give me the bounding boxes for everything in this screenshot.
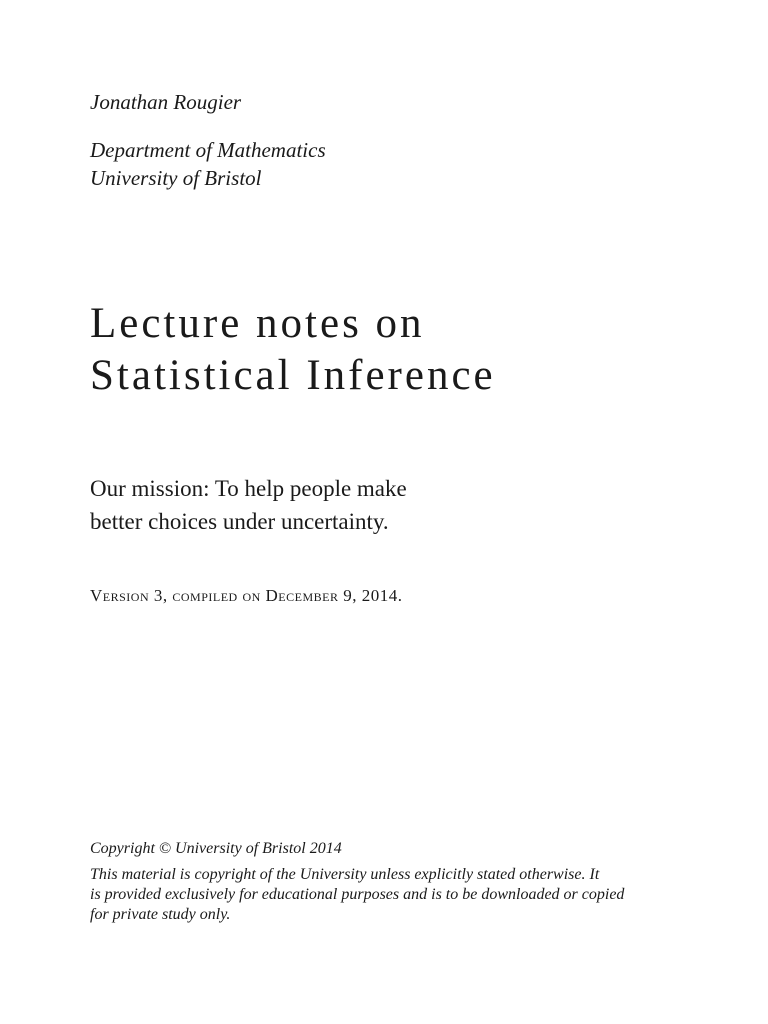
copyright-notice <box>90 865 700 925</box>
mission-statement <box>90 472 407 538</box>
document-title <box>90 298 496 402</box>
mission-line-1: Our mission: To help people make <box>90 476 407 501</box>
notice-line-1: This material is copyright of the University unless explicitly stated otherwise. It <box>90 866 600 883</box>
author-name: Jonathan Rougier <box>90 90 242 114</box>
copyright-block <box>90 839 700 925</box>
mission-line-2: better choices under uncertainty. <box>90 509 389 534</box>
notice-line-3: for private study only. <box>90 906 231 923</box>
copyright-line: Copyright © University of Bristol 2014 <box>90 840 342 857</box>
title-line-2: Statistical Inference <box>90 352 496 399</box>
title-line-1: Lecture notes on <box>90 300 425 347</box>
notice-line-2: is provided exclusively for educational purposes and is to be downloaded or copied <box>90 886 625 903</box>
university: University of Bristol <box>90 166 262 190</box>
department: Department of Mathematics <box>90 138 326 162</box>
version-info: Version 3, compiled on December 9, 2014. <box>90 586 403 605</box>
author-block <box>90 88 326 192</box>
